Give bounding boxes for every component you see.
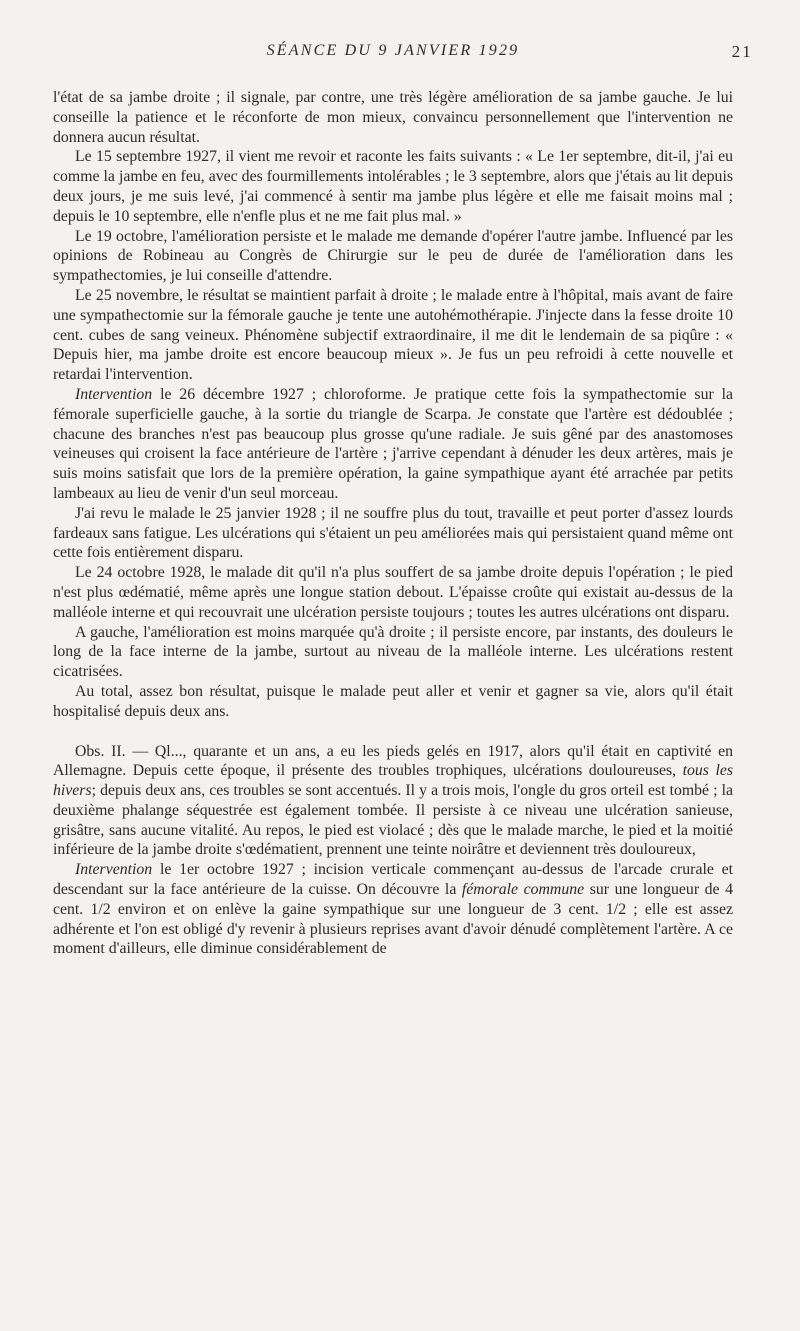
paragraph: Le 25 novembre, le résultat se maintient parfait à droite ; le malade entre à l'hôpital, mais avant de faire une sympathectomie sur la fémorale gauche je tente une autohémothérapie. J'injecte dans la fesse droite 10 cent. cubes de sang veineux. Phénomène subjectif extraordinaire, il me dit le lendemain de sa piqûre : « Depuis hier, ma jambe droite est encore beaucoup mieux ». Je fus un peu refroidi à cette nouvelle et retardai l'intervention. xyxy=(53,286,733,384)
paragraph xyxy=(53,385,733,504)
paragraph-text: Obs. II. — Ql..., quarante et un ans, a eu les pieds gelés en 1917, alors qu'il était en captivité en Allemagne. Depuis cette époque, il présente des troubles trophiques, ulcérations douloureuses, xyxy=(53,742,733,780)
page-number: 21 xyxy=(731,42,753,61)
paragraph-text: sur une longueur de 4 cent. 1/2 environ et on enlève la gaine sympathique sur une longueur de 3 cent. 1/2 ; elle est assez adhérente et l'on est obligé d'y revenir à plusieurs reprises avant d'avoir dénudé complètement l'artère. A ce moment d'ailleurs, elle diminue considérablement de xyxy=(53,881,733,958)
paragraph: Le 19 octobre, l'amélioration persiste et le malade me demande d'opérer l'autre jambe. Influencé par les opinions de Robineau au Congrès de Chirurgie sur le peu de durée de l'amélioration dans les sympathectomies, je lui conseille d'attendre. xyxy=(53,227,733,285)
document-page xyxy=(53,38,753,959)
paragraph: Le 24 octobre 1928, le malade dit qu'il n'a plus souffert de sa jambe droite depuis l'opération ; le pied n'est plus œdématié, même après une longue station debout. L'épaisse croûte qui existait au-dessus de la malléole interne et qui recouvrait une ulcération persiste toujours ; toutes les autres ulcérations ont disparu. xyxy=(53,564,733,621)
page-title: SÉANCE DU 9 JANVIER 1929 xyxy=(266,42,520,59)
paragraph-text: depuis deux ans, ces troubles se sont accentués. Il y a trois mois, l'ongle du gros orteil est tombé ; la deuxième phalange séquestrée est également tombée. Il persiste à ce niveau une ulcération sanieuse, grisâtre, sans aucune vitalité. Au repos, le pied est violacé ; dès que le malade marche, le pied et la moitié inférieure de la jambe droite s'œdématient, prennent une teinte noirâtre et deviennent très douloureux, xyxy=(53,782,733,859)
paragraph: Le 15 septembre 1927, il vient me revoir et raconte les faits suivants : « Le 1er septembre, dit-il, j'ai eu comme la jambe en feu, avec des fourmillements intolérables ; le 3 septembre, alors que j'étais au lit depuis deux jours, je me suis levé, j'ai commencé à sentir ma jambe plus légère et elle me faisait moins mal ; depuis le 10 septembre, elle n'enfle plus et ne me fait plus mal. » xyxy=(53,148,733,225)
italic-term: Intervention xyxy=(75,385,153,403)
paragraph: Au total, assez bon résultat, puisque le malade peut aller et venir et gagner sa vie, alors qu'il était hospitalisé depuis deux ans. xyxy=(53,682,733,720)
paragraph: Obs. II. — Ql..., quarante et un ans, a eu les pieds gelés en 1917, alors qu'il était en captivité en Allemagne. Depuis cette époque, il présente des troubles trophiques, ulcérations douloureuses, tous les hivers; depuis deux ans, ces troubles se sont accentués. Il y a trois mois, l'ongle du gros orteil est tombé ; la deuxième phalange séquestrée est également tombée. Il persiste à ce niveau une ulcération sanieuse, grisâtre, sans aucune vitalité. Au repos, le pied est violacé ; dès que le malade marche, le pied et la moitié inférieure de la jambe droite s'œdématient, prennent une teinte noirâtre et deviennent très douloureux, xyxy=(53,742,733,859)
body-text xyxy=(53,88,733,959)
paragraph: l'état de sa jambe droite ; il signale, par contre, une très légère amélioration de sa jambe gauche. Je lui conseille la patience et le réconforte de mon mieux, convaincu personnellement que l'intervention ne donnera aucun résultat. xyxy=(53,89,733,146)
paragraph-text: le 1er octobre 1927 ; incision verticale commençant au-dessus de l'arcade crurale et descendant sur la face antérieure de la cuisse. On découvre la xyxy=(53,861,734,899)
italic-term: fémorale commune xyxy=(461,881,585,899)
paragraph-text: le 26 décembre 1927 ; chloroforme. Je pratique cette fois la sympathectomie sur la fémorale superficielle gauche, à la sortie du triangle de Scarpa. Je constate que l'artère est dédoublée ; chacune des branches n'est pas beaucoup plus grosse qu'une radiale. Je suis gêné par des anastomoses veineuses qui croisent la face antérieure de l'artère ; j'arrive cependant à dénuder les deux artères, mais je suis moins satisfait que lors de la première opération, la gaine sympathique ayant été arrachée par petits lambeaux au lieu de venir d'un seul morceau. xyxy=(53,385,733,502)
paragraph xyxy=(53,860,733,959)
running-header xyxy=(53,38,753,66)
italic-term: Intervention xyxy=(75,861,153,879)
paragraph: J'ai revu le malade le 25 janvier 1928 ; il ne souffre plus du tout, travaille et peut porter d'assez lourds fardeaux sans fatigue. Les ulcérations qui s'étaient un peu améliorées mais qui persistaient quand même ont cette fois entièrement disparu. xyxy=(53,504,733,562)
paragraph: A gauche, l'amélioration est moins marquée qu'à droite ; il persiste encore, par instants, des douleurs le long de la face interne de la jambe, surtout au niveau de la malléole interne. Les ulcérations restent cicatrisées. xyxy=(53,623,733,681)
italic-term: tous les hivers xyxy=(53,762,733,800)
